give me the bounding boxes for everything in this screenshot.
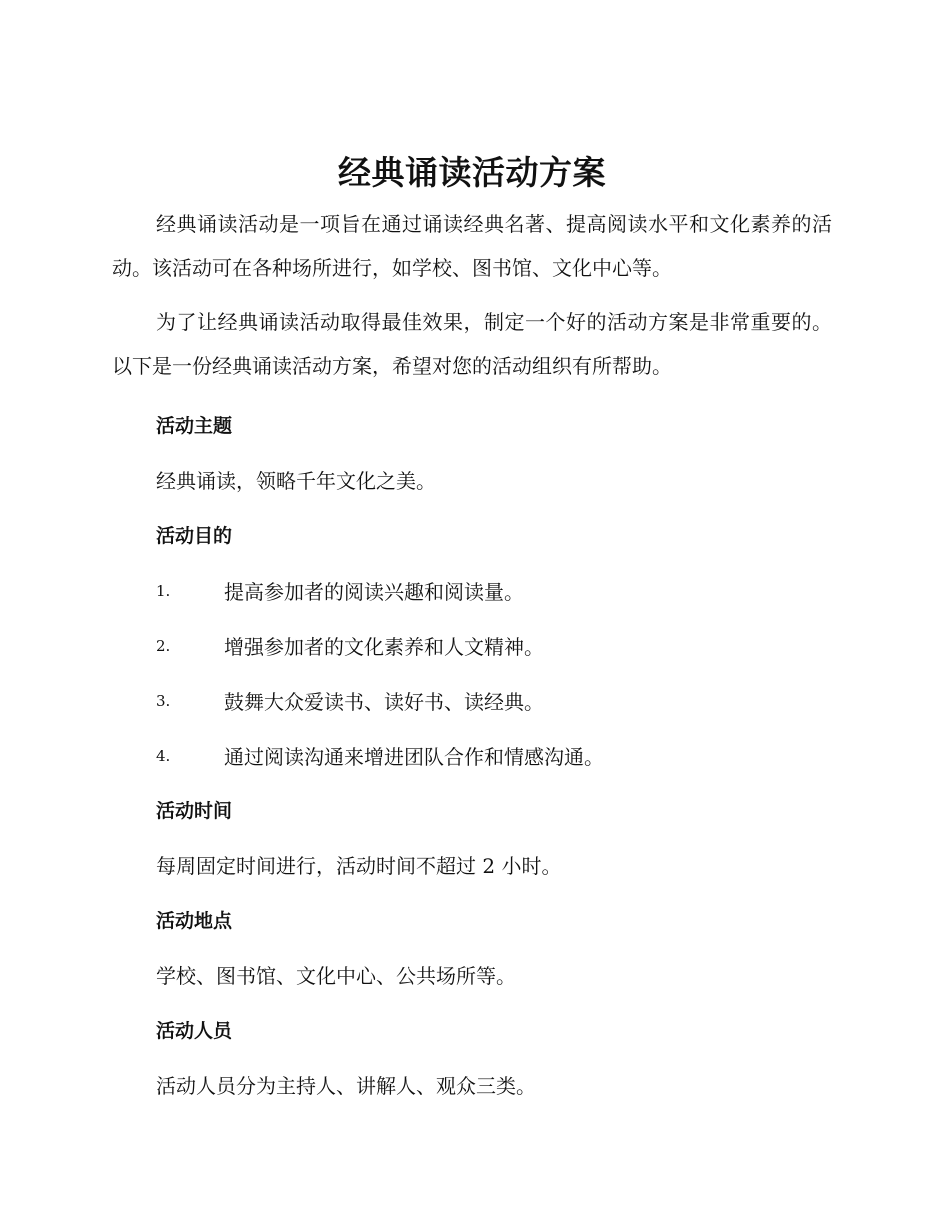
- section-text-people: 活动人员分为主持人、讲解人、观众三类。: [156, 1073, 536, 1098]
- section-heading-purpose: 活动目的: [156, 524, 233, 547]
- section-heading-time: 活动时间: [156, 799, 233, 822]
- section-text-time: 每周固定时间进行，活动时间不超过 2 小时。: [156, 853, 562, 878]
- section-text-location: 学校、图书馆、文化中心、公共场所等。: [156, 963, 516, 988]
- list-item-text: 提高参加者的阅读兴趣和阅读量。: [224, 580, 524, 604]
- section-heading-people: 活动人员: [156, 1019, 233, 1042]
- list-item-text: 通过阅读沟通来增进团队合作和情感沟通。: [224, 745, 604, 769]
- document-body: [112, 148, 832, 1113]
- list-item-number: 3.: [156, 691, 171, 710]
- list-item: [112, 618, 832, 673]
- list-item-number: 4.: [156, 746, 171, 765]
- intro-paragraph-1: 经典诵读活动是一项旨在通过诵读经典名著、提高阅读水平和文化素养的活动。该活动可在各种场所进行，如学校、图书馆、文化中心等。: [112, 212, 832, 280]
- purpose-list: [112, 563, 832, 783]
- list-item: [112, 563, 832, 618]
- document-title: 经典诵读活动方案: [338, 153, 606, 192]
- list-item-text: 增强参加者的文化素养和人文精神。: [224, 635, 544, 659]
- list-item-text: 鼓舞大众爱读书、读好书、读经典。: [224, 690, 544, 714]
- section-heading-location: 活动地点: [156, 909, 233, 932]
- list-item: [112, 728, 832, 783]
- section-heading-theme: 活动主题: [156, 414, 233, 437]
- section-text-theme: 经典诵读，领略千年文化之美。: [156, 468, 436, 493]
- list-item-number: 1.: [156, 581, 171, 600]
- list-item-number: 2.: [156, 636, 171, 655]
- intro-paragraph-2: 为了让经典诵读活动取得最佳效果，制定一个好的活动方案是非常重要的。以下是一份经典诵读活动方案，希望对您的活动组织有所帮助。: [112, 310, 832, 378]
- list-item: [112, 673, 832, 728]
